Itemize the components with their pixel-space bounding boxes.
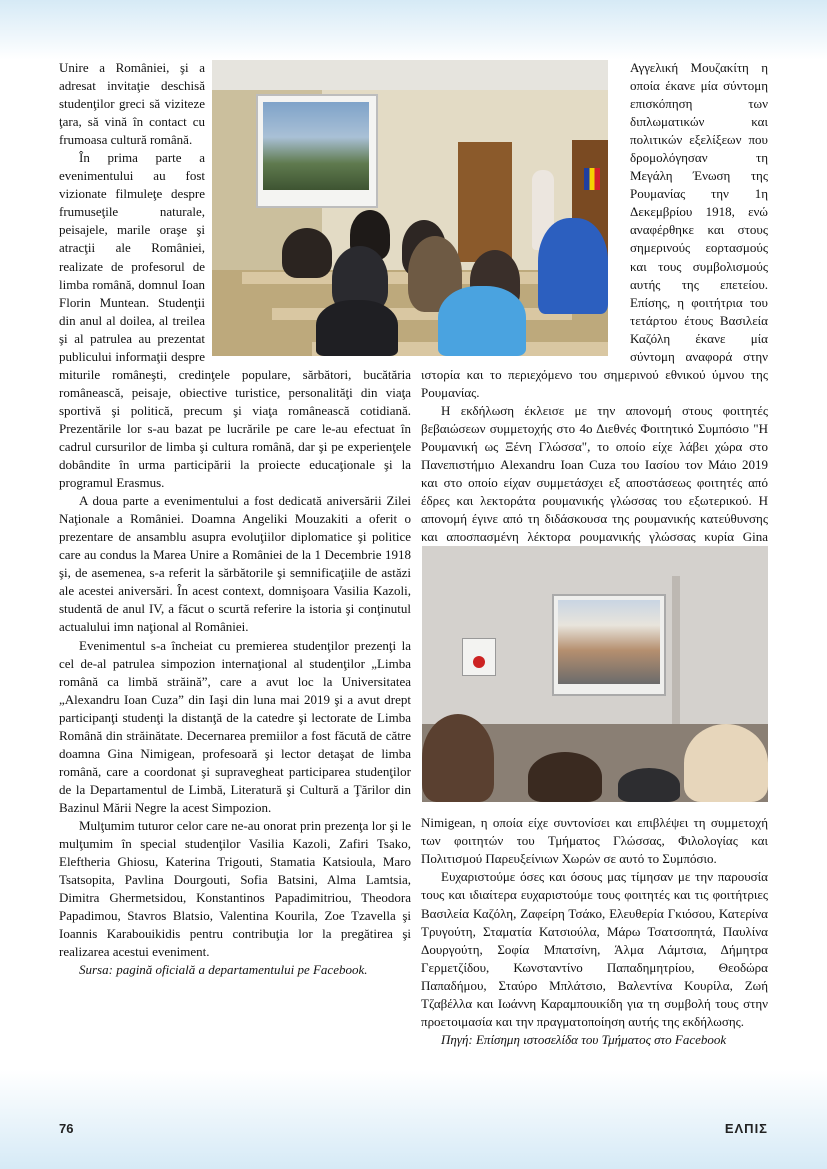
page-number: 76 xyxy=(59,1121,74,1136)
paragraph-unire: Unire a României, şi a adresat invitaţie deschisă studenţilor greci să viziteze ţara, să vină în contact cu frumoasa cultură română. xyxy=(59,60,205,148)
event-photo-classroom xyxy=(212,60,608,356)
projection-screen xyxy=(552,594,666,696)
paragraph-second-part: A doua parte a evenimentului a fost dedicată aniversării Zilei Naţionale a României. Doamna Angeliki Mouzakiti a oferit o prezentare de ansamblu asupra evoluţiilor diplomatice şi politice care au condus la Marea Unire a României de la 1 Decembrie 1918 şi, de asemenea, s-a referit la sărbătorile şi semnificaţiile de astăzi ale acestei aniversări. În acest context, domnişoara Vasilia Kazoli, studentă de anul IV, a făcut o scurtă referire la istoria şi conţinutul actualului imn naţional al României. xyxy=(59,493,411,635)
event-photo-presentation xyxy=(422,546,768,802)
paragraph-first-part: În prima parte a evenimentului au fost vizionate filmuleţe despre frumuseţile naturale, peisajele, marile oraşe şi atracţii ale României, realizate de profesorul de limba română, domnul Ioan Florin Muntean. Studenţii din anul al doilea, al treilea şi al patrulea au prezentat publicului informaţii despre miturile româneşti, credinţele populare, sărbători, bucătăria românească, peisaje, obiective turistice, personalităţi din viaţa sportivă şi politică, precum şi viaţa românească cotidiană. Prezentările lor s-au bazat pe lucrările pe care le-au efectuat în cadrul cursurilor de limba şi cultura română, dar şi pe experienţele dobândite în urma participării la proiecte educaţionale şi la programul Erasmus. xyxy=(59,150,411,491)
romanian-flag-icon xyxy=(584,168,600,190)
paragraph-thanks: Mulţumim tuturor celor care ne-au onorat prin prezenţa lor şi le mulţumim în special studenţilor Vasilia Kazoli, Zafiri Tsako, Eleftheria Ghiosu, Katerina Trigouti, Stamatia Katsioula, Maro Tsatsopita, Pavlina Dourgouti, Sofia Batsini, Alma Lamtsia, Dimitra Ghermetsidou, Konstantinos Papadimitriou, Theodora Papadimou, Stavros Blatsio, Valentina Kourila, Zoe Tzavella şi Ioannis Karabouikidis pentru contribuţia lor la pregătirea şi realizarea acestui eveniment. xyxy=(59,817,411,960)
source-note-greek: Πηγή: Επίσημη ιστοσελίδα του Τμήματος στο Facebook xyxy=(441,1031,727,1047)
magazine-name: ΕΛΠΙΣ xyxy=(724,1121,768,1136)
paragraph-awards: Evenimentul s-a încheiat cu premierea studenţilor prezenţi la cel de-al patrulea simpozion internaţional al studenţilor „Limba română ca limbă străină”, care a avut loc la Universitatea „Alexandru Ioan Cuza” din Iaşi din luna mai 2019 şi a avut drept participanţi studenţi la distanţă de la catedre şi lectorate de Limba Română din străinătate. Decernarea premiilor a fost făcută de către doamna Gina Nimigean, profesoară şi lector detaşat de limba română, care a coordonat şi supravegheat participarea studenţilor de la Departamentul de Limbă, Literatură şi Cultură a Ţărilor din Bazinul Mării Negre la acest Simpozion. xyxy=(59,637,411,815)
paragraph-thanks-greek: Ευχαριστούμε όσες και όσους μας τίμησαν με την παρουσία τους και ιδιαίτερα ευχαριστούμε τους φοιτητές και τις φοιτήτριες Βασιλεία Καζόλη, Ζαφείρη Τσάκο, Ελευθερία Γκιόσου, Κατερίνα Τρυγούτη, Σταματία Κατσιούλα, Μάρω Τσατσοπητά, Παυλίνα Δουργούτη, Σοφία Μπατσίνη, Άλμα Λάμτσια, Δήμητρα Γερμετζίδου, Κωνσταντίνο Παπαδημητρίου, Θεοδώρα Παπαδήμου, Σταύρο Μπλάτσιο, Βαλεντίνα Κουρίλα, Ζωή Τζαβέλλα και Ιωάννη Καραμπουικίδη για τη συμβολή τους στην προετοιμασία και την πραγματοποίηση αυτής της εκδήλωσης. xyxy=(421,869,768,1029)
no-smoking-icon xyxy=(473,656,485,668)
projection-screen xyxy=(256,94,378,208)
paragraph-ceremony-text: Η εκδήλωση έκλεισε με την απονομή στους φοιτητές βεβαιώσεων συμμετοχής στο 4ο Διεθνές Φοιτητικό Συμπόσιο "Η Ρουμανική ως Ξένη Γλώσσα", το οποίο είχε λάβει χώρα στο Πανεπιστήμιο Alexandru Ioan Cuza του Ιασίου τον Μάιο 2019 και στο οποίο είχαν συμμετάσχει εξ αποστάσεως φοιτητές από έδρες και λεκτοράτα ρουμανικής γλώσσας του εξωτερικού. Η απονομή έγινε από τη διδάσκουσα της ρουμανικής κατεύθυνσης και αποσπασμένη λέκτορα ρουμανικής γλώσσας κυρία Gina Nimigean, η οποία είχε συντονίσει και επιβλέψει τη συμμετοχή των φοιτητών του Τμήματος Γλώσσας, Φιλολογίας και Πολιτισμού Παρευξείνιων Χωρών σε αυτό το Συμπόσιο. xyxy=(421,402,768,867)
source-note: Sursa: pagină oficială a departamentului pe Facebook. xyxy=(79,962,368,978)
no-smoking-sign xyxy=(462,638,496,676)
paragraph-mouzakiti: Αγγελική Μουζακίτη η οποία έκανε μία σύντομη επισκόπηση των διπλωματικών και πολιτικών εξελίξεων που δρομολόγησαν τη Μεγάλη Ένωση της Ρουμανίας την 1η Δεκεμβρίου 1918, ενώ αναφέρθηκε και στους σημερινούς εορτασμούς και τους συμβολισμούς αυτής της επετείου. Επίσης, η φοιτήτρια του τετάρτου έτους Βασιλεία Καζόλη έκανε μία σύντομη αναφορά στην ιστορία και το περιεχόμενο του σημερινού εθνικού ύμνου της Ρουμανίας. xyxy=(421,60,768,400)
